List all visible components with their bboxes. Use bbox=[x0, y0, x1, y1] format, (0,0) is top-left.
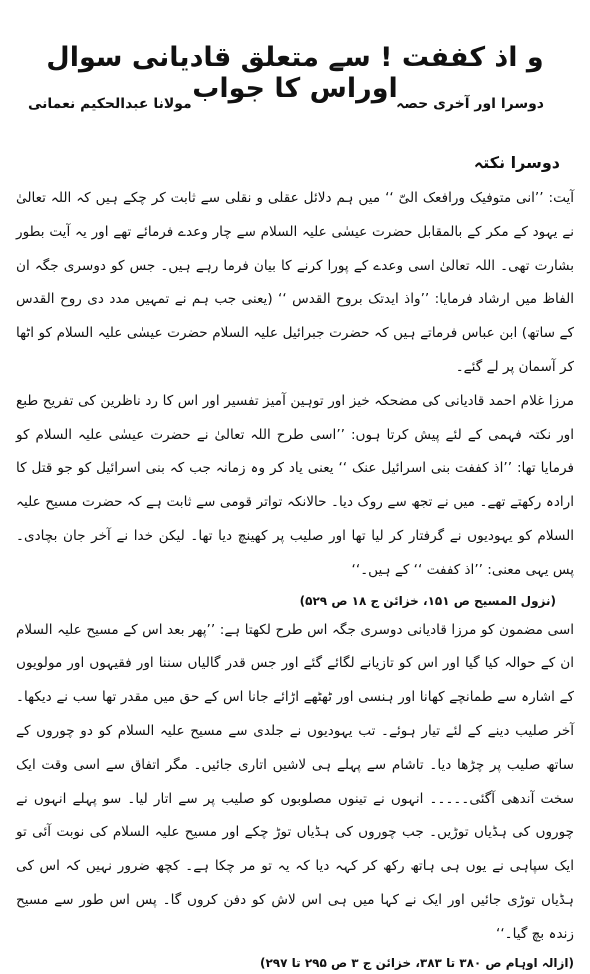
reference-1: (نزول المسیح ص ۱۵۱، خزائن ج ۱۸ ص ۵۲۹) bbox=[299, 593, 556, 608]
paragraph-3: اسی مضمون کو مرزا قادیانی دوسری جگہ اس طرح لکھتا ہے: ’’پھر بعد اس کے مسیح علیہ السلام ان کے حوالہ کیا گیا اور اس کو تازیانے لگائے گئے اور جس قدر گالیاں سننا اور فقیہوں اور مولویوں کے اشارہ سے طمانچے کھانا اور ہنسی اور ٹھٹھے اڑائے جانا اس کے حق میں مقدر تھا سب نے دیکھا۔ آخر صلیب دینے کے لئے تیار ہوئے۔ تب یہودیوں نے جلدی سے مسیح علیہ السلام کو دو چوروں کے ساتھ صلیب پر چڑھا دیا۔ تاشام سے پہلے ہی لاشیں اتاری جائیں۔ مگر اتفاق سے اسی وقت ایک سخت آندھی آگئی۔۔۔۔۔ انہوں نے تینوں مصلوبوں کو صلیب پر سے اتار لیا۔ سو پہلے انہوں نے چوروں کی ہڈیاں توڑیں۔ جب چوروں کی ہڈیاں توڑ چکے اور مسیح علیہ السلام کی نوبت آئی تو ایک سپاہی نے یوں ہی ہاتھ رکھ کر کہہ دیا کہ یہ تو مر چکا ہے۔ کچھ ضرور نہیں کہ اس کی ہڈیاں توڑی جائیں اور ایک نے کہا میں ہی اس لاش کو دفن کروں گا۔ پس اس طور سے مسیح زندہ بچ گیا۔‘‘ bbox=[16, 621, 574, 942]
article-title: و اذ کففت ! سے متعلق قادیانی سوال اوراس کا جواب bbox=[46, 42, 544, 105]
reference-2: (ازالہ اوہام ص ۳۸۰ تا ۳۸۳، خزائن ج ۳ ص ۲۹۵ تا ۲۹۷) bbox=[259, 955, 574, 970]
author-name: مولانا عبدالحکیم نعمانی bbox=[28, 96, 192, 112]
article-meta bbox=[28, 96, 544, 112]
part-label: دوسرا اور آخری حصہ bbox=[396, 96, 544, 112]
article-body bbox=[16, 182, 574, 974]
section-heading: دوسرا نکتہ bbox=[473, 153, 560, 172]
paragraph-2: مرزا غلام احمد قادیانی کی مضحکہ خیز اور توہین آمیز تفسیر اور اس کا رد ناظرین کی تفریح طبع اور نکتہ فہمی کے لئے پیش کرتا ہوں: ’’اسی طرح اللہ تعالیٰ نے حضرت عیسٰی علیہ السلام کو فرمایا تھا: ’’اذ کففت بنی اسرائیل عنک ‘‘ یعنی یاد کر وہ زمانہ جب کہ بنی اسرائیل کو جو قتل کا ارادہ رکھتے تھے۔ میں نے تجھ سے روک دیا۔ حالانکہ تواتر قومی سے ثابت ہے کہ حضرت مسیح علیہ السلام کو یہودیوں نے گرفتار کر لیا تھا اور صلیب پر کھینچ دیا تھا۔ لیکن خدا نے آخر جان بچادی۔ پس یہی معنی: ’’اذ کففت ‘‘ کے ہیں۔‘‘ bbox=[16, 392, 574, 578]
paragraph-1: آیت: ’’انی متوفیک ورافعک الیّ ‘‘ میں ہم دلائل عقلی و نقلی سے ثابت کر چکے ہیں کہ اللہ تعالیٰ نے یہود کے مکر کے بالمقابل حضرت عیسٰی علیہ السلام سے چار وعدے فرمائے تھے اور یہ آیت بطور بشارت تھی۔ اللہ تعالیٰ اسی وعدے کے پورا کرنے کا بیان فرما رہے ہیں۔ جس کو دوسری جگہ ان الفاظ میں ارشاد فرمایا: ’’واذ ایدتک بروح القدس ‘‘ (یعنی جب ہم نے تمہیں مدد دی روح القدس کے ساتھ) ابن عباس فرماتے ہیں کہ حضرت جبرائیل علیہ السلام حضرت عیسٰی علیہ السلام کو اٹھا کر آسمان پر لے گئے۔ bbox=[16, 190, 574, 375]
